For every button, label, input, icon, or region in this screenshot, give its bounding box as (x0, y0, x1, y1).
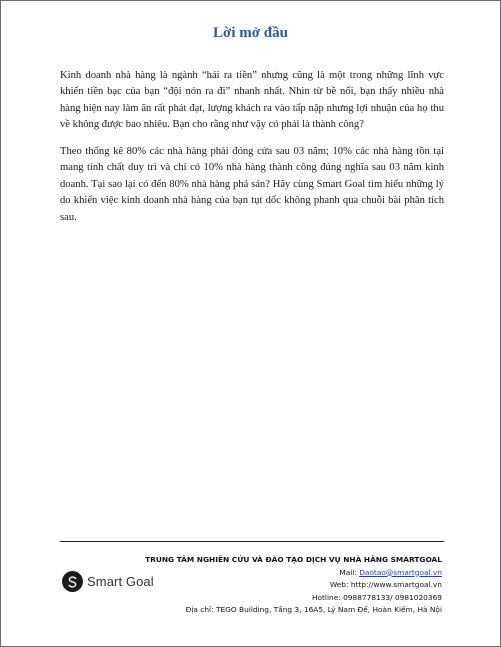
footer-contact-block (145, 554, 442, 617)
smart-goal-logo (62, 571, 154, 592)
organization-name: TRUNG TÂM NGHIÊN CỨU VÀ ĐÀO TẠO DỊCH VỤ NHÀ HÀNG SMARTGOAL (145, 555, 442, 564)
hotline-line: Hotline: 0988778133/ 0981020369 (311, 592, 442, 602)
logo-wordmark: Smart Goal (87, 574, 154, 589)
page-title: Lời mở đầu (213, 25, 288, 41)
footer-divider (60, 541, 444, 542)
intro-paragraph-1: Kinh doanh nhà hàng là ngành “hái ra tiền” nhưng cũng là một trong những lĩnh vực khiến tiền bạc của bạn “đội nón ra đi” nhanh nhất. Nhìn từ bề nổi, bạn thấy nhiều nhà hàng hiện nay làm ăn rất phát đạt, lượng khách ra vào tấp nập nhưng lợi nhuận của họ thu về không được bao nhiêu. Bạn cho rằng như vậy có phải là thành công? (60, 70, 444, 131)
address-line: Địa chỉ: TEGO Building, Tầng 3, 16A5, Lý Nam Đế, Hoàn Kiếm, Hà Nội (185, 605, 442, 615)
intro-paragraph-2: Theo thống kê 80% các nhà hàng phải đóng cửa sau 03 năm; 10% các nhà hàng tồn tại mang tính chất duy trì và chỉ có 10% nhà hàng thành công đúng nghĩa sau 03 năm kinh doanh. Tại sao lại có đến 80% nhà hàng phá sản? Hãy cùng Smart Goal tìm hiểu những lý do khiến việc kinh doanh nhà hàng của bạn tụt dốc không phanh qua chuỗi bài phân tích sau. (60, 146, 444, 223)
web-line: Web: http://www.smartgoal.vn (329, 580, 442, 590)
mail-line (145, 567, 442, 580)
mail-link[interactable]: Daotao@smartgoal.vn (359, 567, 442, 577)
mail-label: Mail: (339, 567, 360, 577)
smart-goal-logo-icon (62, 571, 83, 592)
